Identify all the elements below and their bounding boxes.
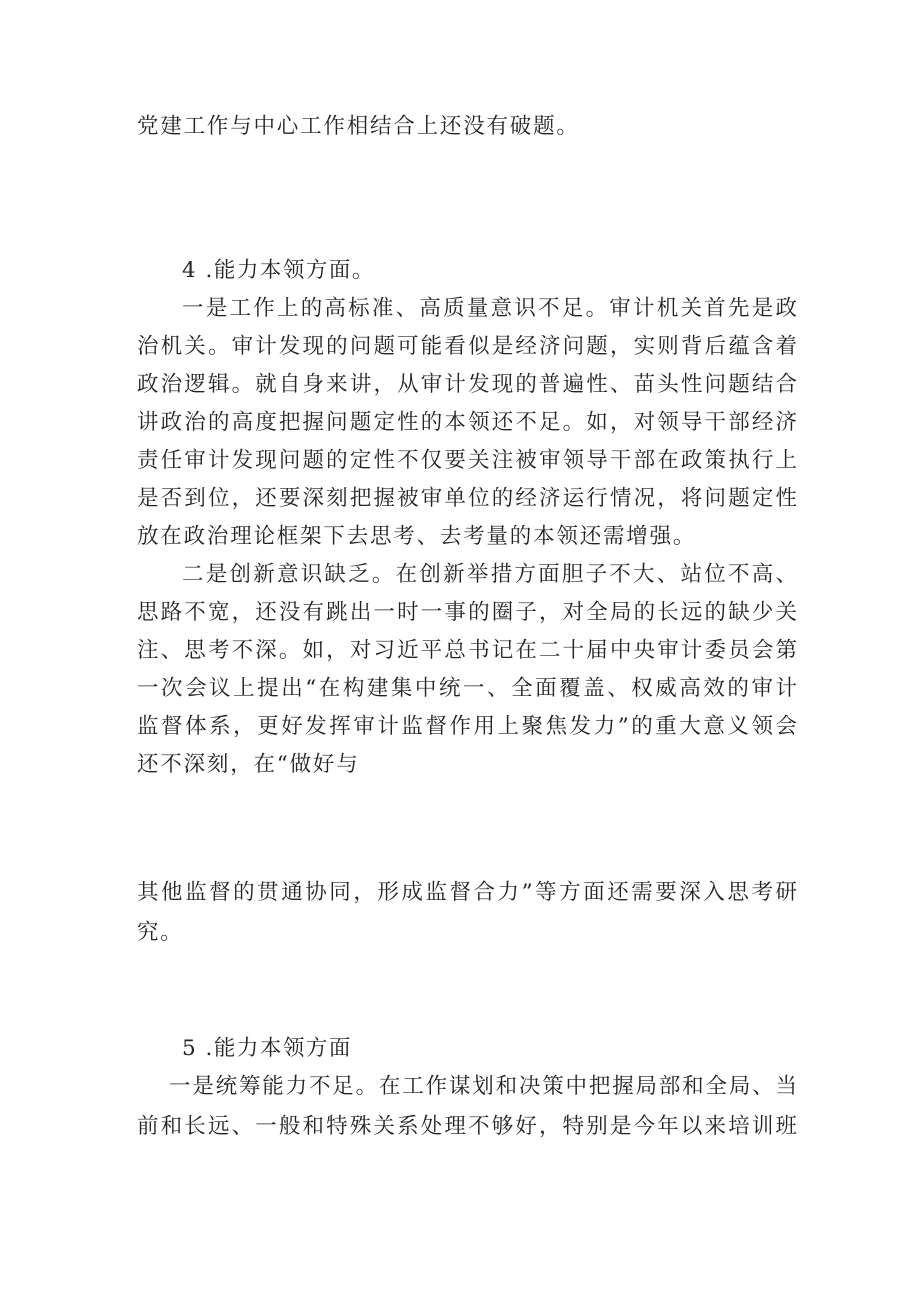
section-heading: 4 .能力本领方面。 [182, 258, 375, 283]
paragraph-line: 监督体系，更好发挥审计监督作用上聚焦发力”的重大意义领会 [137, 714, 797, 739]
paragraph-line: 注、思考不深。如，对习近平总书记在二十届中央审计委员会第 [137, 638, 797, 663]
paragraph-line: 究。 [137, 920, 184, 945]
paragraph-line: 治机关。审计发现的问题可能看似是经济问题，实则背后蕴含着 [137, 334, 797, 359]
paragraph-line: 其他监督的贯通协同，形成监督合力”等方面还需要深入思考研 [137, 880, 797, 905]
paragraph-line: 还不深刻，在“做好与 [137, 752, 360, 777]
paragraph-line: 责任审计发现问题的定性不仅要关注被审领导干部在政策执行上 [137, 448, 797, 473]
paragraph-line: 前和长远、一般和特殊关系处理不够好，特别是今年以来培训班 [137, 1114, 797, 1139]
paragraph-line: 一是工作上的高标准、高质量意识不足。审计机关首先是政 [182, 296, 797, 321]
paragraph-line: 党建工作与中心工作相结合上还没有破题。 [137, 114, 580, 139]
paragraph-line: 是否到位，还要深刻把握被审单位的经济运行情况，将问题定性 [137, 486, 797, 511]
section-heading: 5 .能力本领方面 [182, 1036, 352, 1061]
paragraph-line: 放在政治理论框架下去思考、去考量的本领还需增强。 [137, 524, 697, 549]
paragraph-line: 二是创新意识缺乏。在创新举措方面胆子不大、站位不高、 [182, 562, 797, 587]
paragraph-line: 思路不宽，还没有跳出一时一事的圈子，对全局的长远的缺少关 [137, 600, 797, 625]
paragraph-line: 讲政治的高度把握问题定性的本领还不足。如，对领导干部经济 [137, 410, 797, 435]
paragraph-line: 政治逻辑。就自身来讲，从审计发现的普遍性、苗头性问题结合 [137, 372, 797, 397]
paragraph-line: 一次会议上提出“在构建集中统一、全面覆盖、权威高效的审计 [137, 676, 797, 701]
paragraph-line: 一是统筹能力不足。在工作谋划和决策中把握局部和全局、当 [169, 1074, 797, 1099]
